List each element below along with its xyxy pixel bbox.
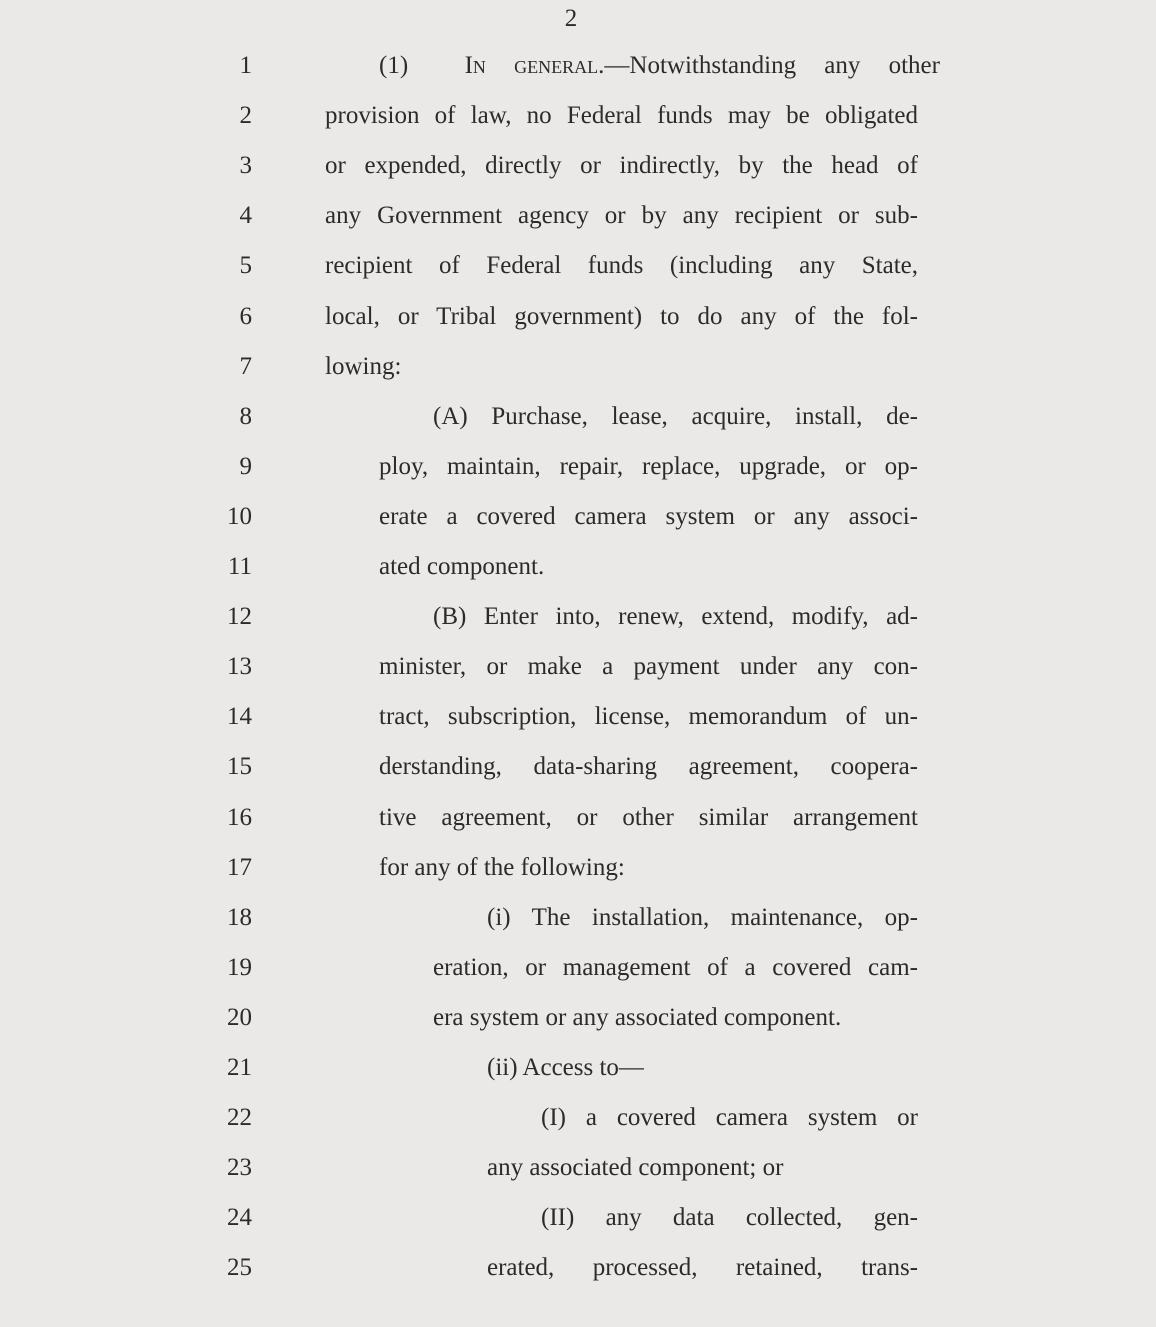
bill-line — [0, 647, 1156, 687]
line-number: 25 — [227, 1254, 252, 1282]
line-number: 8 — [239, 402, 252, 430]
line-text: lowing: — [325, 352, 402, 380]
line-number: 20 — [227, 1003, 252, 1031]
bill-line — [0, 246, 1156, 286]
line-number: 12 — [227, 603, 252, 631]
bill-line — [0, 96, 1156, 136]
bill-line — [0, 747, 1156, 787]
line-text-rest: .—Notwithstanding any other — [598, 52, 940, 79]
line-text: for any of the following: — [379, 853, 625, 881]
bill-line — [0, 1098, 1156, 1138]
line-text: derstanding, data-sharing agreement, coopera- — [379, 753, 918, 781]
bill-line — [0, 697, 1156, 737]
line-number: 16 — [227, 803, 252, 831]
line-number: 1 — [239, 52, 252, 79]
bill-line — [0, 848, 1156, 888]
line-number: 15 — [227, 753, 252, 781]
bill-line — [0, 447, 1156, 487]
line-text: (II) any data collected, gen- — [541, 1204, 918, 1232]
bill-line — [0, 1248, 1156, 1288]
line-text: local, or Tribal government) to do any of the fol- — [325, 302, 918, 330]
bill-line — [0, 1198, 1156, 1238]
line-number: 10 — [227, 502, 252, 530]
line-number: 23 — [227, 1154, 252, 1182]
bill-line — [0, 1048, 1156, 1088]
line-number: 22 — [227, 1104, 252, 1132]
line-text: tive agreement, or other similar arrangement — [379, 803, 918, 831]
bill-line — [0, 948, 1156, 988]
bill-line — [0, 1148, 1156, 1188]
line-text: (i) The installation, maintenance, op- — [487, 903, 918, 931]
page-number: 2 — [564, 5, 578, 32]
line-number: 3 — [239, 152, 252, 180]
bill-line — [0, 998, 1156, 1038]
bill-line — [0, 798, 1156, 838]
line-text: or expended, directly or indirectly, by the head of — [325, 152, 918, 180]
line-text: tract, subscription, license, memorandum of un- — [379, 703, 918, 731]
line-text: recipient of Federal funds (including any State, — [325, 252, 918, 280]
bill-line — [0, 547, 1156, 587]
bill-line — [0, 347, 1156, 387]
line-number: 4 — [239, 202, 252, 230]
line-number: 11 — [227, 553, 252, 580]
line-text: (I) a covered camera system or — [541, 1104, 918, 1132]
line-text: ploy, maintain, repair, replace, upgrade, or op- — [379, 452, 918, 480]
line-number: 5 — [239, 252, 252, 280]
line-text: ated component. — [379, 553, 545, 580]
line-text: erated, processed, retained, trans- — [487, 1254, 918, 1282]
line-number: 7 — [239, 352, 252, 380]
bill-line — [0, 46, 1156, 86]
line-text: provision of law, no Federal funds may be obligated — [325, 102, 918, 130]
line-number: 2 — [239, 102, 252, 130]
bill-line — [0, 297, 1156, 337]
line-text: erate a covered camera system or any associ- — [379, 502, 918, 530]
line-number: 24 — [227, 1204, 252, 1232]
line-number: 19 — [227, 953, 252, 981]
line-text: eration, or management of a covered cam- — [433, 953, 918, 981]
line-text: minister, or make a payment under any con- — [379, 653, 918, 681]
line-number: 9 — [239, 452, 252, 480]
bill-line — [0, 497, 1156, 537]
line-text: (B) Enter into, renew, extend, modify, ad- — [433, 603, 918, 631]
line-text: any associated component; or — [487, 1154, 784, 1182]
line-number: 6 — [239, 302, 252, 330]
line-number: 21 — [227, 1054, 252, 1081]
line-text: (ii) Access to— — [487, 1054, 644, 1081]
section-heading: In general — [464, 52, 599, 79]
line-text — [379, 46, 940, 86]
bill-line — [0, 597, 1156, 637]
bill-line — [0, 898, 1156, 938]
line-number: 13 — [227, 653, 252, 681]
line-number: 17 — [227, 853, 252, 881]
bill-line — [0, 397, 1156, 437]
bill-line — [0, 146, 1156, 186]
line-text: era system or any associated component. — [433, 1003, 842, 1031]
line-number: 14 — [227, 703, 252, 731]
line-number: 18 — [227, 903, 252, 931]
line-text: (A) Purchase, lease, acquire, install, de- — [433, 402, 918, 430]
paragraph-marker: (1) — [379, 52, 465, 79]
bill-line — [0, 196, 1156, 236]
line-text: any Government agency or by any recipient or sub- — [325, 202, 918, 230]
